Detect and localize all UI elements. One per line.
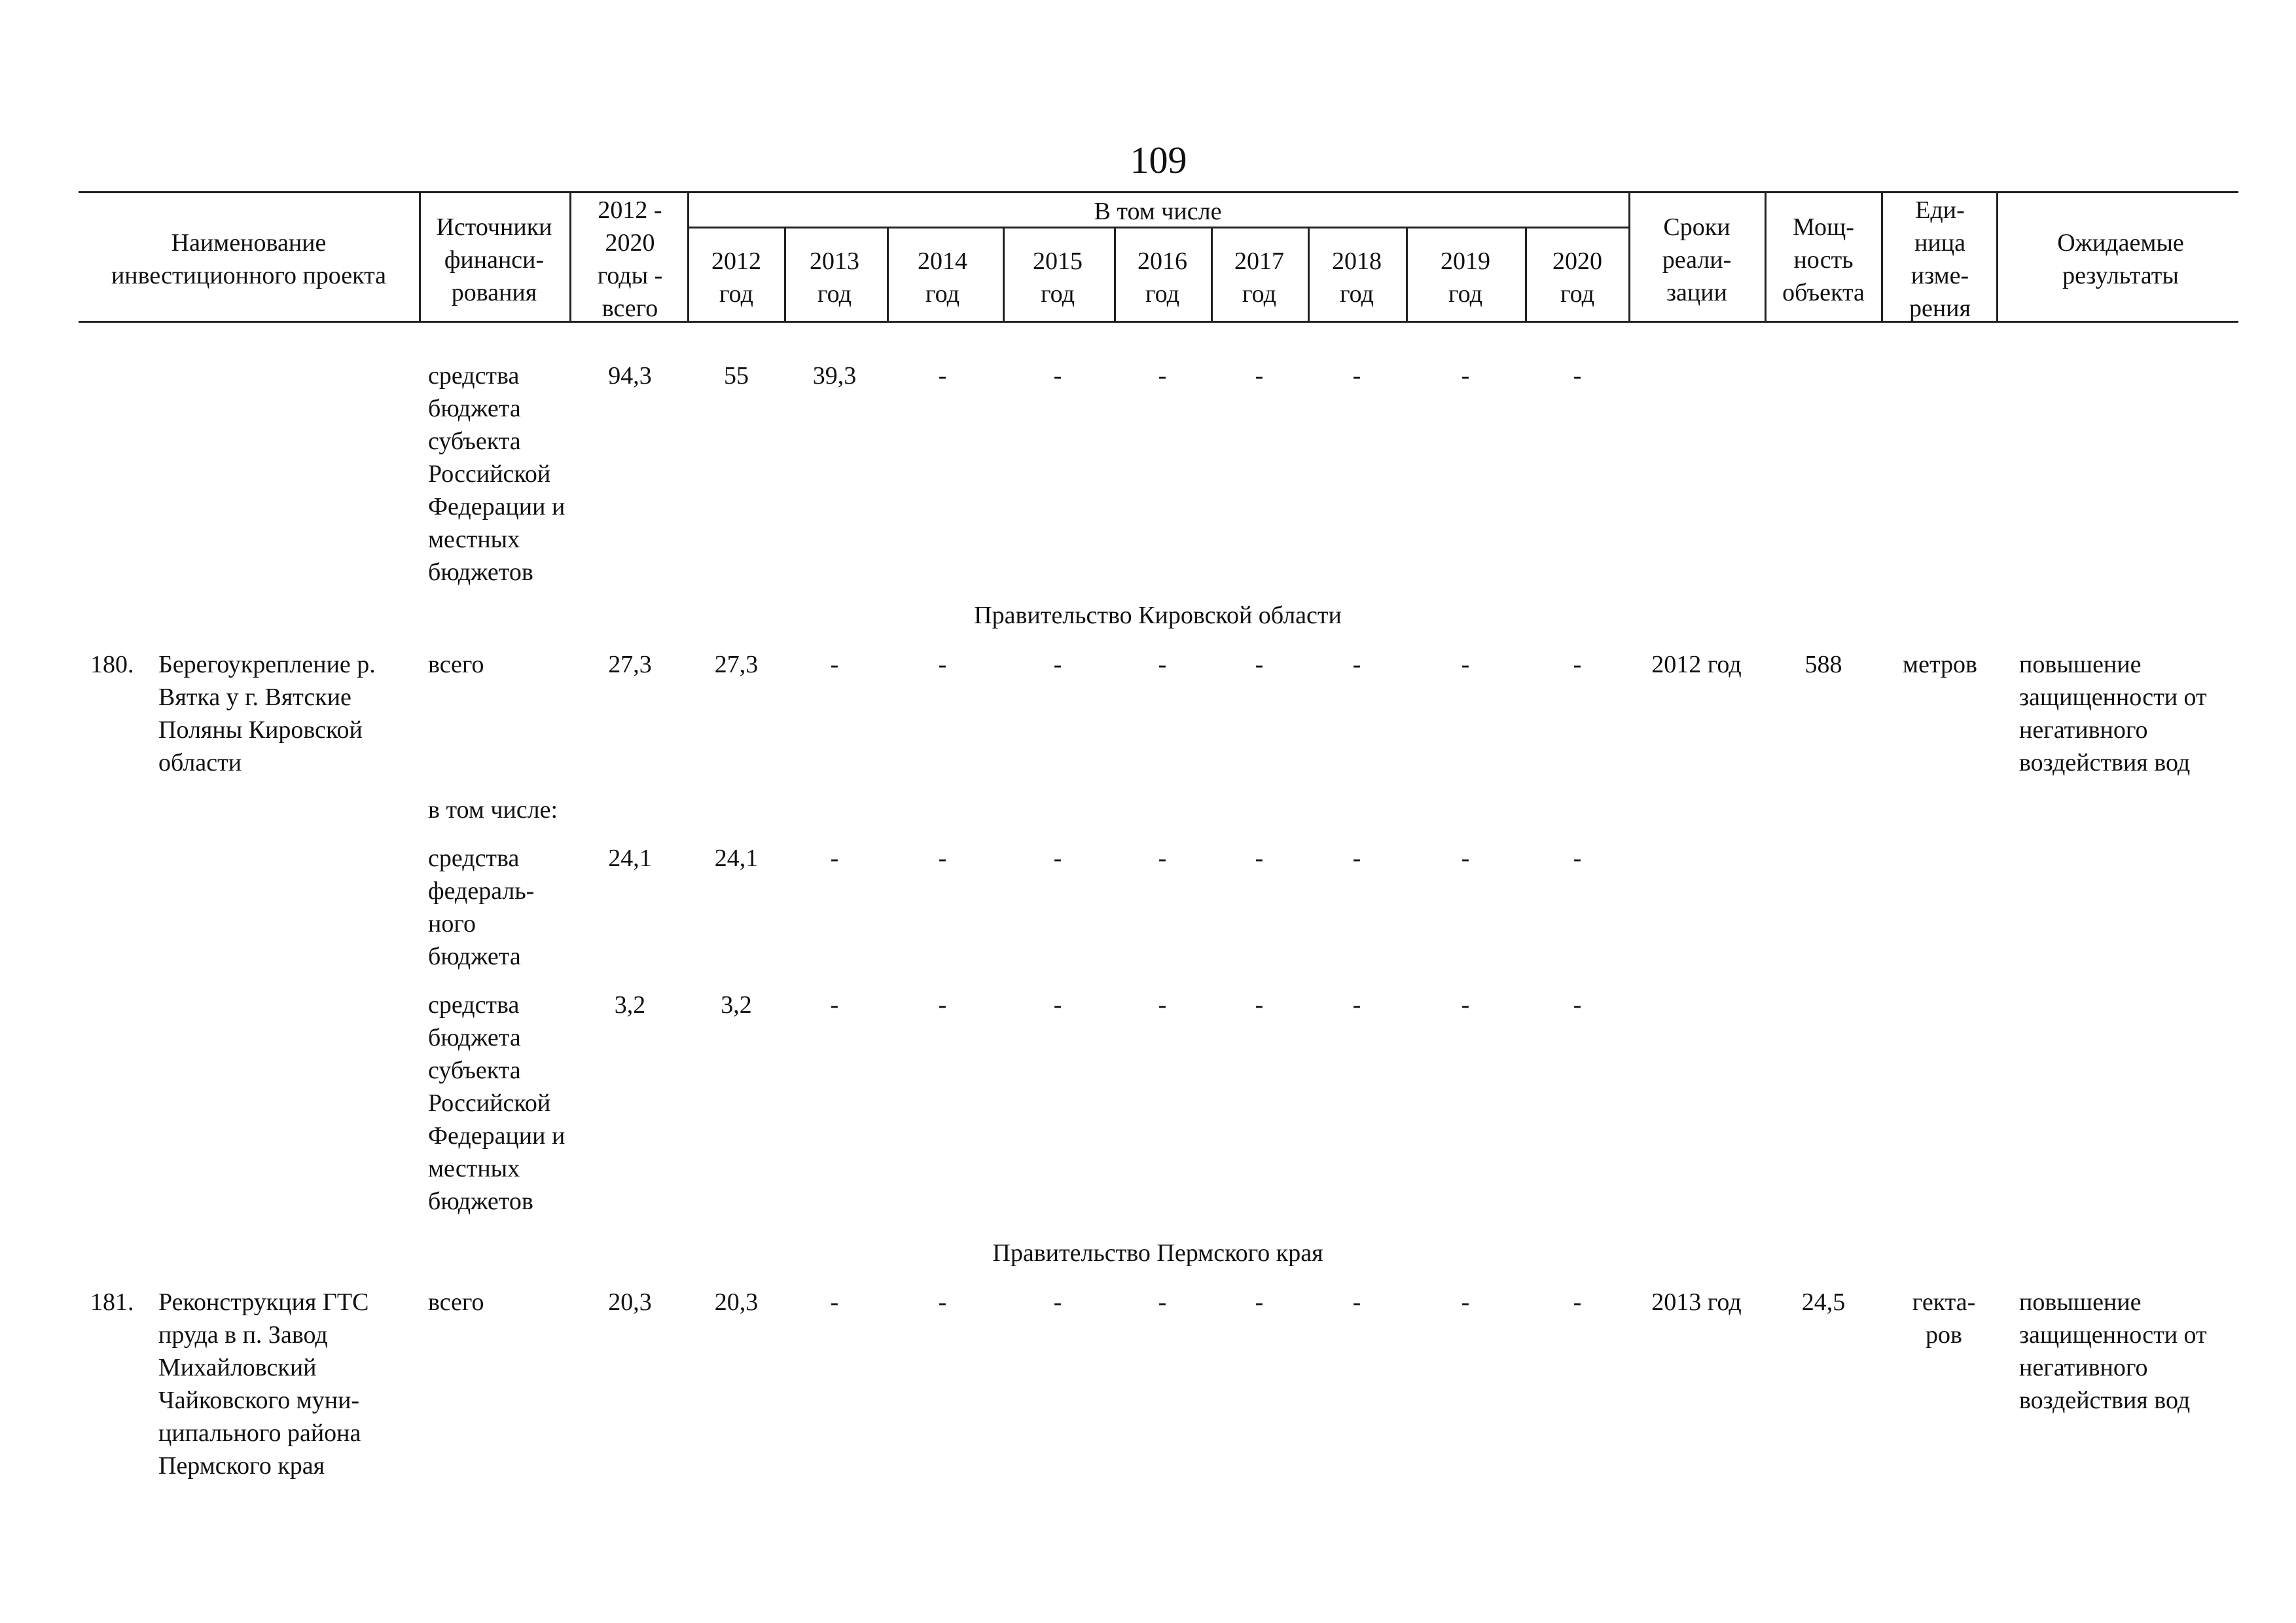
value-2013: 39,3 (812, 362, 857, 390)
header-source: Источники финанси- рования (436, 213, 552, 306)
value-2014: - (938, 991, 947, 1019)
row-source: средства бюджета субъекта Российской Федерации и местных бюджетов (428, 362, 565, 586)
project-results: повышение защищенности от негативного воздействия вод (2019, 651, 2207, 776)
header-divider (1628, 191, 1630, 321)
header-results: Ожидаемые результаты (2057, 229, 2184, 289)
value-2015: - (1053, 845, 1062, 872)
value-total: 3,2 (614, 991, 646, 1019)
value-2014: - (938, 845, 947, 872)
value-2013: - (830, 651, 839, 678)
header-total: 2012 - 2020 годы - всего (597, 196, 663, 322)
value-total: 20,3 (608, 1288, 652, 1316)
project-number: 180. (90, 651, 134, 678)
project-capacity: 588 (1804, 651, 1842, 678)
value-2019: - (1461, 651, 1470, 678)
row-source: всего (428, 651, 484, 678)
value-2018: - (1352, 991, 1361, 1019)
value-2017: - (1255, 1288, 1264, 1316)
header-divider (1003, 227, 1005, 321)
value-2017: - (1255, 991, 1264, 1019)
project-number: 181. (90, 1288, 134, 1316)
row-source: всего (428, 1288, 484, 1316)
header-year-2016: 2016 год (1138, 247, 1187, 308)
project-terms: 2012 год (1651, 651, 1742, 678)
including-label: в том числе: (428, 796, 558, 824)
header-divider (1211, 227, 1213, 321)
header-year-2012: 2012 год (711, 247, 761, 308)
value-2014: - (938, 651, 947, 678)
value-2018: - (1352, 362, 1361, 390)
project-unit: метров (1903, 651, 1977, 678)
value-2012: 27,3 (714, 651, 759, 678)
value-2013: - (830, 991, 839, 1019)
header-terms: Сроки реали- зации (1662, 213, 1732, 306)
section-heading: Правительство Пермского края (992, 1239, 1323, 1267)
value-2014: - (938, 1288, 947, 1316)
value-2015: - (1053, 991, 1062, 1019)
value-2012: 24,1 (714, 845, 759, 872)
header-divider (1996, 191, 1998, 321)
row-source: средства бюджета субъекта Российской Федерации и местных бюджетов (428, 991, 565, 1215)
value-2014: - (938, 362, 947, 390)
project-capacity: 24,5 (1801, 1288, 1846, 1316)
header-divider (1308, 227, 1310, 321)
value-2012: 20,3 (714, 1288, 759, 1316)
value-2013: - (830, 845, 839, 872)
header-divider (1114, 227, 1116, 321)
value-total: 94,3 (608, 362, 652, 390)
value-2016: - (1158, 845, 1167, 872)
value-2015: - (1053, 651, 1062, 678)
value-total: 24,1 (608, 845, 652, 872)
value-2016: - (1158, 991, 1167, 1019)
project-name: Реконструкция ГТС пруда в п. Завод Михайловский Чайковского муни- ципального района Пермского края (158, 1288, 369, 1480)
value-2019: - (1461, 845, 1470, 872)
value-2018: - (1352, 1288, 1361, 1316)
value-2020: - (1573, 845, 1582, 872)
header-divider (419, 191, 421, 321)
header-year-2018: 2018 год (1332, 247, 1382, 308)
project-results: повышение защищенности от негативного воздействия вод (2019, 1288, 2207, 1414)
header-year-2019: 2019 год (1441, 247, 1490, 308)
value-2018: - (1352, 651, 1361, 678)
value-2019: - (1461, 991, 1470, 1019)
header-divider (887, 227, 889, 321)
page-number: 109 (1130, 139, 1187, 181)
value-2019: - (1461, 362, 1470, 390)
value-2013: - (830, 1288, 839, 1316)
header-divider (1881, 191, 1883, 321)
value-2017: - (1255, 845, 1264, 872)
value-2015: - (1053, 1288, 1062, 1316)
value-total: 27,3 (608, 651, 652, 678)
header-capacity: Мощ- ность объекта (1782, 213, 1865, 306)
header-divider (1525, 227, 1527, 321)
value-2016: - (1158, 1288, 1167, 1316)
header-divider (784, 227, 786, 321)
value-2012: 3,2 (721, 991, 752, 1019)
header-year-2015: 2015 год (1033, 247, 1083, 308)
header-divider (569, 191, 571, 321)
value-2018: - (1352, 845, 1361, 872)
header-project-name: Наименование инвестиционного проекта (111, 229, 387, 289)
project-terms: 2013 год (1651, 1288, 1742, 1316)
header-year-2013: 2013 год (810, 247, 859, 308)
value-2016: - (1158, 362, 1167, 390)
value-2017: - (1255, 651, 1264, 678)
header-including: В том числе (1094, 198, 1222, 225)
header-unit: Еди- ница изме- рения (1909, 196, 1971, 322)
value-2020: - (1573, 1288, 1582, 1316)
header-top-rule (79, 191, 2238, 193)
value-2020: - (1573, 991, 1582, 1019)
value-2015: - (1053, 362, 1062, 390)
header-year-2014: 2014 год (918, 247, 967, 308)
value-2019: - (1461, 1288, 1470, 1316)
header-divider (1765, 191, 1767, 321)
header-divider (1406, 227, 1408, 321)
value-2020: - (1573, 362, 1582, 390)
header-year-2020: 2020 год (1552, 247, 1602, 308)
row-source: средства федераль- ного бюджета (428, 845, 535, 970)
value-2012: 55 (724, 362, 749, 390)
header-year-2017: 2017 год (1234, 247, 1284, 308)
value-2020: - (1573, 651, 1582, 678)
project-unit: гекта- ров (1912, 1288, 1976, 1349)
section-heading: Правительство Кировской области (974, 602, 1342, 629)
project-name: Берегоукрепление р. Вятка у г. Вятские Поляны Кировской области (158, 651, 376, 776)
value-2016: - (1158, 651, 1167, 678)
value-2017: - (1255, 362, 1264, 390)
